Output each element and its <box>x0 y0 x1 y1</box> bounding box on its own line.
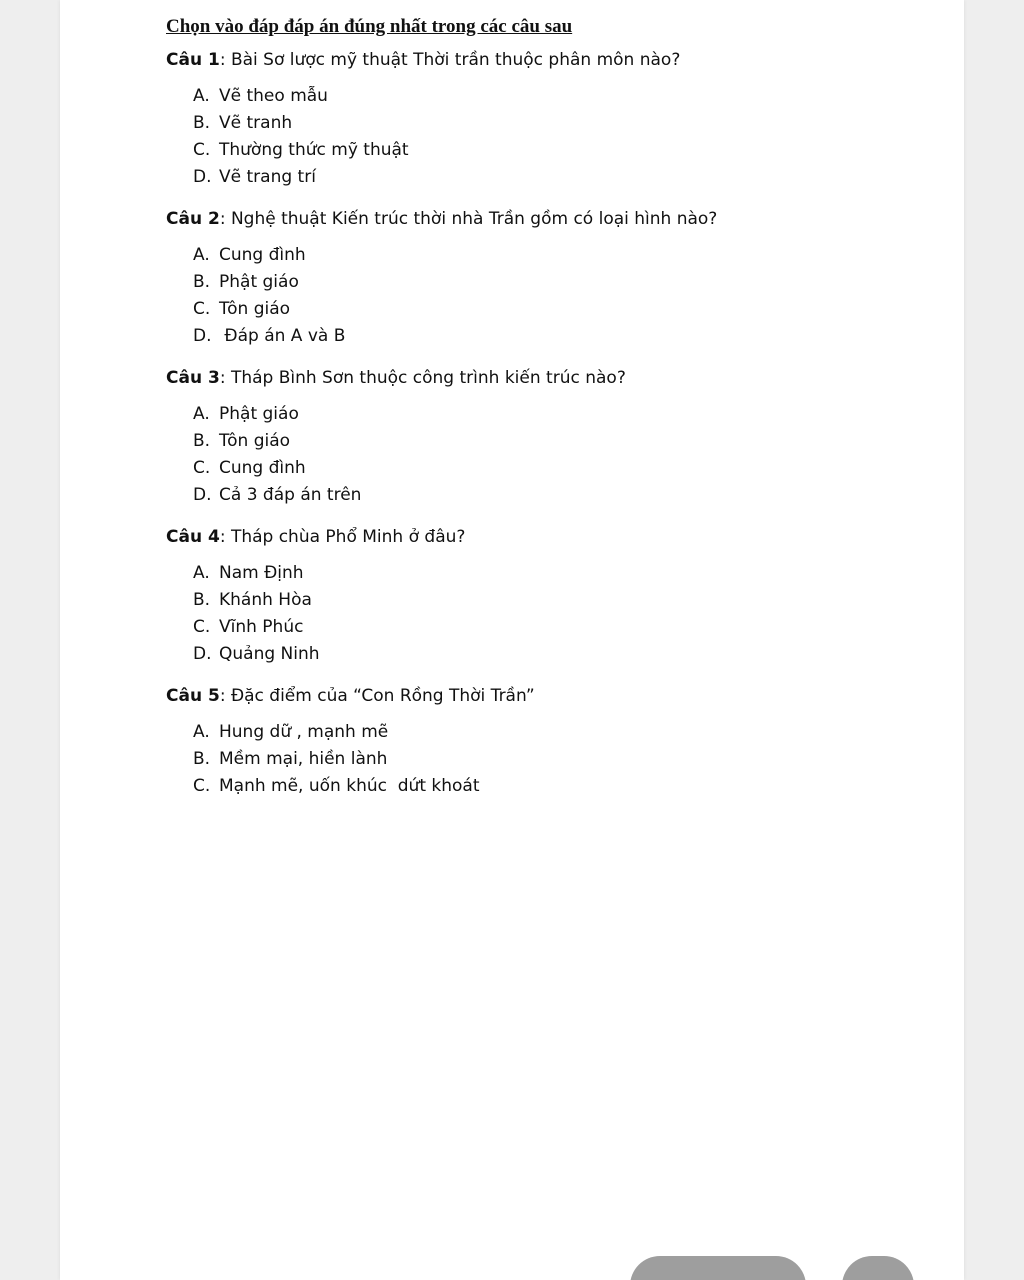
option-text: Vẽ tranh <box>219 113 293 133</box>
answer-option <box>193 83 926 110</box>
option-text: Tôn giáo <box>219 431 291 451</box>
floating-action-button[interactable] <box>630 1256 806 1280</box>
answer-options <box>166 719 926 800</box>
answer-options <box>166 242 926 350</box>
option-letter: A. <box>193 404 210 424</box>
answer-option <box>193 746 926 773</box>
quiz-content <box>166 14 926 814</box>
answer-option <box>193 719 926 746</box>
question-body: : Nghệ thuật Kiến trúc thời nhà Trần gồm có loại hình nào? <box>219 209 718 229</box>
answer-option <box>193 482 926 509</box>
question-text <box>166 364 926 392</box>
option-letter: D. <box>193 485 212 505</box>
answer-option <box>193 323 926 350</box>
option-letter: B. <box>193 113 211 133</box>
option-letter: A. <box>193 86 210 106</box>
option-letter: C. <box>193 776 211 796</box>
answer-options <box>166 83 926 191</box>
option-text: Cung đình <box>219 458 306 478</box>
answer-option <box>193 296 926 323</box>
option-text: Phật giáo <box>219 272 299 292</box>
option-text: Mạnh mẽ, uốn khúc dứt khoát <box>219 776 480 796</box>
answer-option <box>193 164 926 191</box>
question-number: Câu 2 <box>166 209 220 229</box>
option-letter: B. <box>193 431 211 451</box>
answer-option <box>193 587 926 614</box>
question-number: Câu 4 <box>166 527 220 547</box>
option-text: Mềm mại, hiền lành <box>219 749 388 769</box>
option-letter: B. <box>193 749 211 769</box>
question-1 <box>166 46 926 191</box>
question-2 <box>166 205 926 350</box>
question-text <box>166 682 926 710</box>
question-list <box>166 46 926 800</box>
answer-option <box>193 269 926 296</box>
option-letter: D. <box>193 644 212 664</box>
question-text <box>166 205 926 233</box>
option-letter: D. <box>193 326 212 346</box>
answer-option <box>193 110 926 137</box>
option-letter: B. <box>193 272 211 292</box>
option-text: Quảng Ninh <box>219 644 320 664</box>
option-text: Vẽ theo mẫu <box>219 86 328 106</box>
answer-options <box>166 401 926 509</box>
option-letter: A. <box>193 245 210 265</box>
document-page <box>60 0 964 1280</box>
option-letter: C. <box>193 617 211 637</box>
option-letter: B. <box>193 590 211 610</box>
option-text: Vĩnh Phúc <box>219 617 304 637</box>
option-text: Nam Định <box>219 563 304 583</box>
answer-option <box>193 773 926 800</box>
option-text: Cả 3 đáp án trên <box>219 485 362 505</box>
answer-options <box>166 560 926 668</box>
option-text: Tôn giáo <box>219 299 291 319</box>
instructions-heading: Chọn vào đáp đáp án đúng nhất trong các câu sau <box>166 16 573 37</box>
answer-option <box>193 242 926 269</box>
option-text: Khánh Hòa <box>219 590 312 610</box>
option-letter: C. <box>193 140 211 160</box>
option-letter: C. <box>193 458 211 478</box>
answer-option <box>193 455 926 482</box>
question-number: Câu 5 <box>166 686 220 706</box>
option-letter: A. <box>193 563 210 583</box>
option-text: Vẽ trang trí <box>219 167 316 187</box>
question-5 <box>166 682 926 800</box>
question-body: : Tháp Bình Sơn thuộc công trình kiến trúc nào? <box>219 368 626 388</box>
option-letter: C. <box>193 299 211 319</box>
answer-option <box>193 641 926 668</box>
option-text: Hung dữ , mạnh mẽ <box>219 722 389 742</box>
question-number: Câu 1 <box>166 50 220 70</box>
option-text: Cung đình <box>219 245 306 265</box>
question-number: Câu 3 <box>166 368 220 388</box>
question-3 <box>166 364 926 509</box>
option-text: Đáp án A và B <box>219 326 346 346</box>
answer-option <box>193 401 926 428</box>
answer-option <box>193 137 926 164</box>
option-letter: D. <box>193 167 212 187</box>
question-body: : Tháp chùa Phổ Minh ở đâu? <box>219 527 466 547</box>
question-text <box>166 523 926 551</box>
answer-option <box>193 428 926 455</box>
question-body: : Bài Sơ lược mỹ thuật Thời trần thuộc phân môn nào? <box>219 50 681 70</box>
question-body: : Đặc điểm của “Con Rồng Thời Trần” <box>219 686 535 706</box>
question-text <box>166 46 926 74</box>
option-text: Thường thức mỹ thuật <box>219 140 409 160</box>
option-text: Phật giáo <box>219 404 299 424</box>
question-4 <box>166 523 926 668</box>
answer-option <box>193 614 926 641</box>
answer-option <box>193 560 926 587</box>
option-letter: A. <box>193 722 210 742</box>
